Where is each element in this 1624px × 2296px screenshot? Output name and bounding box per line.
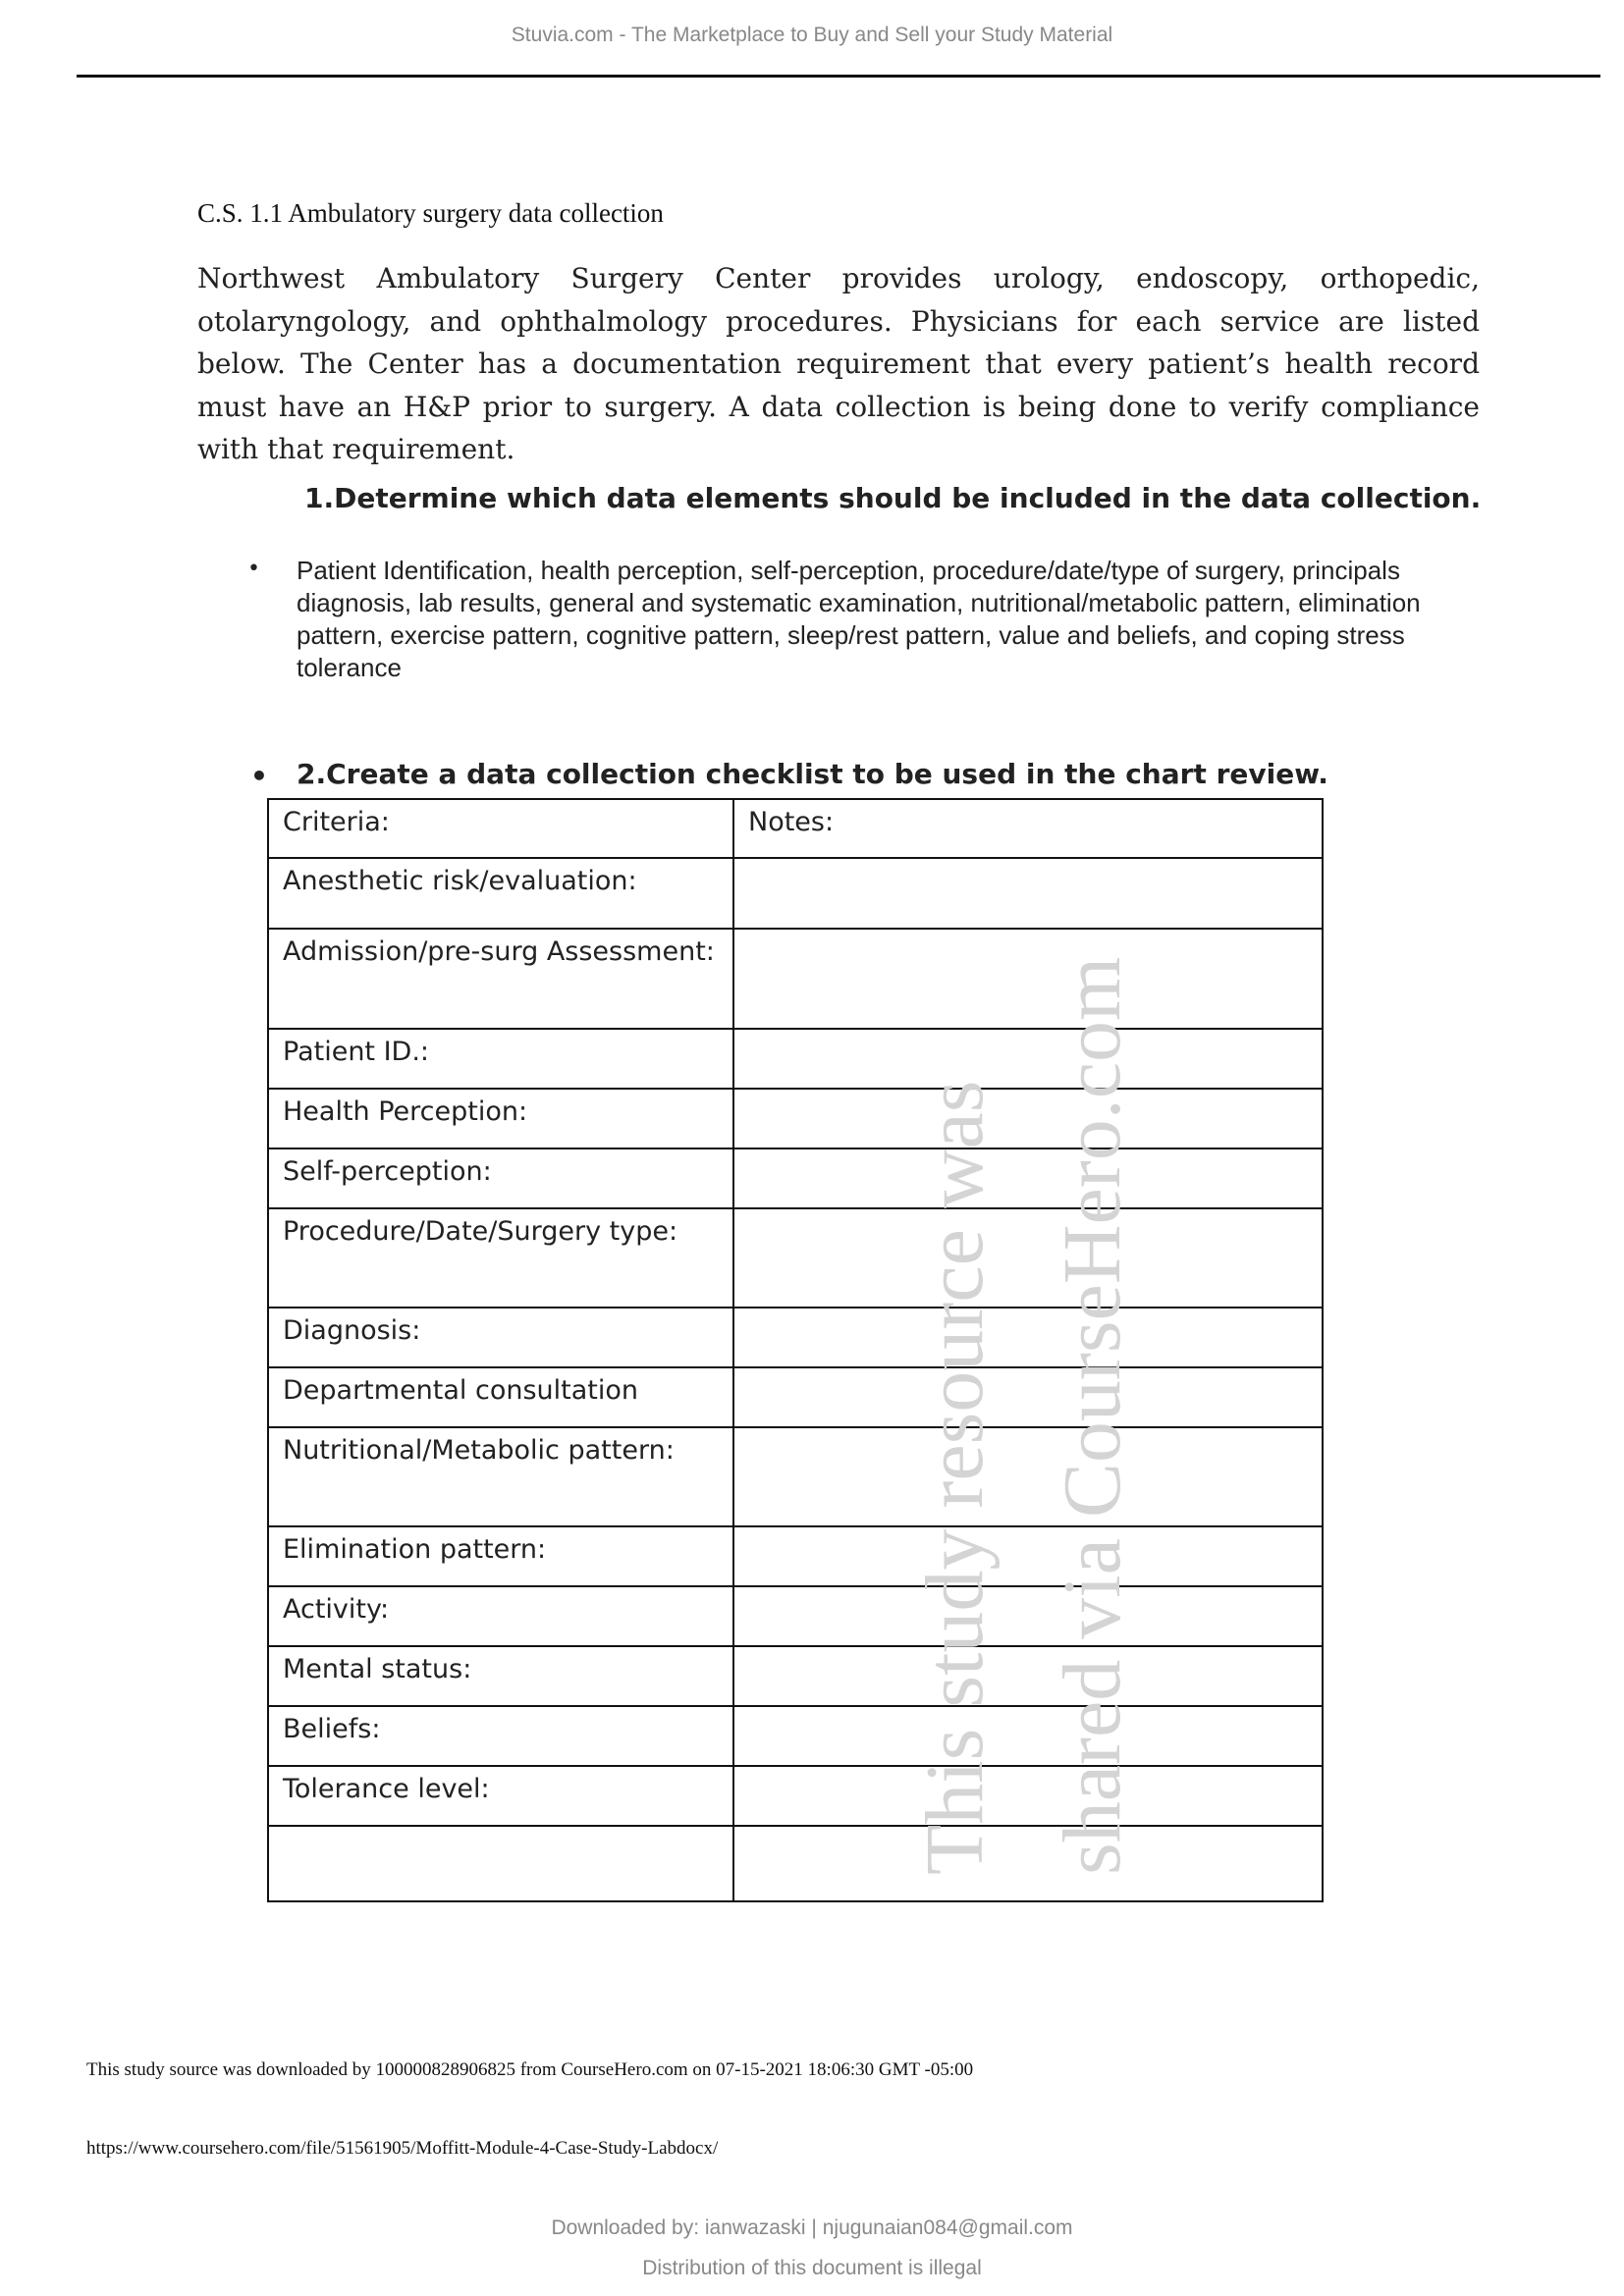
criteria-cell: Anesthetic risk/evaluation: — [268, 858, 733, 929]
criteria-cell: Diagnosis: — [268, 1308, 733, 1367]
answer-1: Patient Identification, health perception, self-perception, procedure/date/type of surgery, principals diagnosis, lab results, general and systematic examination, nutritional/metabolic pattern, elimination pattern, exercise pattern, cognitive pattern, sleep/rest pattern, value and beliefs, and coping stress tolerance — [297, 556, 1421, 682]
notes-cell[interactable] — [733, 1427, 1323, 1526]
table-row — [268, 1586, 1323, 1646]
question-1: 1.Determine which data elements should be included in the data collection. — [304, 482, 1482, 514]
notes-cell[interactable] — [733, 1367, 1323, 1427]
question-2: 2.Create a data collection checklist to be used in the chart review. — [297, 758, 1328, 790]
table-row — [268, 1029, 1323, 1089]
table-row — [268, 1308, 1323, 1367]
table-row — [268, 1526, 1323, 1586]
table-row — [268, 1706, 1323, 1766]
download-note: This study source was downloaded by 100000828906825 from CourseHero.com on 07-15-2021 18:06:30 GMT -05:00 — [86, 2059, 974, 2080]
header-notes: Notes: — [733, 799, 1323, 858]
criteria-cell: Mental status: — [268, 1646, 733, 1706]
criteria-cell — [268, 1826, 733, 1901]
case-study-title: C.S. 1.1 Ambulatory surgery data collection — [197, 198, 664, 228]
table-row — [268, 1766, 1323, 1826]
notes-cell[interactable] — [733, 1646, 1323, 1706]
table-row — [268, 858, 1323, 929]
criteria-cell: Self-perception: — [268, 1148, 733, 1208]
watermark-line-2: shared via CourseHero.com — [1047, 956, 1138, 1875]
table-row — [268, 1208, 1323, 1308]
notes-cell[interactable] — [733, 1089, 1323, 1148]
notes-cell[interactable] — [733, 1308, 1323, 1367]
table-row — [268, 1427, 1323, 1526]
source-url[interactable]: https://www.coursehero.com/file/51561905/Moffitt-Module-4-Case-Study-Labdocx/ — [86, 2138, 719, 2159]
criteria-cell: Health Perception: — [268, 1089, 733, 1148]
criteria-cell: Activity: — [268, 1586, 733, 1646]
notes-cell[interactable] — [733, 1208, 1323, 1308]
criteria-cell: Patient ID.: — [268, 1029, 733, 1089]
table-row — [268, 1148, 1323, 1208]
table-row — [268, 1089, 1323, 1148]
criteria-cell: Beliefs: — [268, 1706, 733, 1766]
table-row — [268, 1826, 1323, 1901]
criteria-cell: Admission/pre-surg Assessment: — [268, 929, 733, 1029]
header-divider — [77, 75, 1600, 78]
notes-cell[interactable] — [733, 1826, 1323, 1901]
downloaded-by: Downloaded by: ianwazaski | njugunaian084@gmail.com — [551, 2216, 1073, 2239]
notes-cell[interactable] — [733, 1029, 1323, 1089]
checklist-table — [267, 798, 1324, 1902]
bullet-icon: • — [250, 760, 268, 792]
criteria-cell: Tolerance level: — [268, 1766, 733, 1826]
header-criteria: Criteria: — [268, 799, 733, 858]
table-row — [268, 1646, 1323, 1706]
notes-cell[interactable] — [733, 1766, 1323, 1826]
notes-cell[interactable] — [733, 1586, 1323, 1646]
table-header-row — [268, 799, 1323, 858]
criteria-cell: Departmental consultation — [268, 1367, 733, 1427]
notes-cell[interactable] — [733, 1706, 1323, 1766]
notes-cell[interactable] — [733, 929, 1323, 1029]
site-header-text: Stuvia.com - The Marketplace to Buy and Sell your Study Material — [511, 24, 1113, 46]
watermark-line-1: This study resource was — [909, 1080, 1001, 1875]
notes-cell[interactable] — [733, 1526, 1323, 1586]
distribution-notice: Distribution of this document is illegal — [642, 2257, 982, 2279]
criteria-cell: Elimination pattern: — [268, 1526, 733, 1586]
notes-cell[interactable] — [733, 1148, 1323, 1208]
notes-cell[interactable] — [733, 858, 1323, 929]
bullet-icon: • — [247, 557, 260, 581]
criteria-cell: Nutritional/Metabolic pattern: — [268, 1427, 733, 1526]
table-row — [268, 929, 1323, 1029]
intro-paragraph: Northwest Ambulatory Surgery Center provides urology, endoscopy, orthopedic, otolaryngology, and ophthalmology procedures. Physicians for each service are listed below. The Center has a documentation requirement that every patient’s health record must have an H&P prior to surgery. A data collection is being done to verify compliance with that requirement. — [197, 262, 1480, 465]
criteria-cell: Procedure/Date/Surgery type: — [268, 1208, 733, 1308]
table-row — [268, 1367, 1323, 1427]
